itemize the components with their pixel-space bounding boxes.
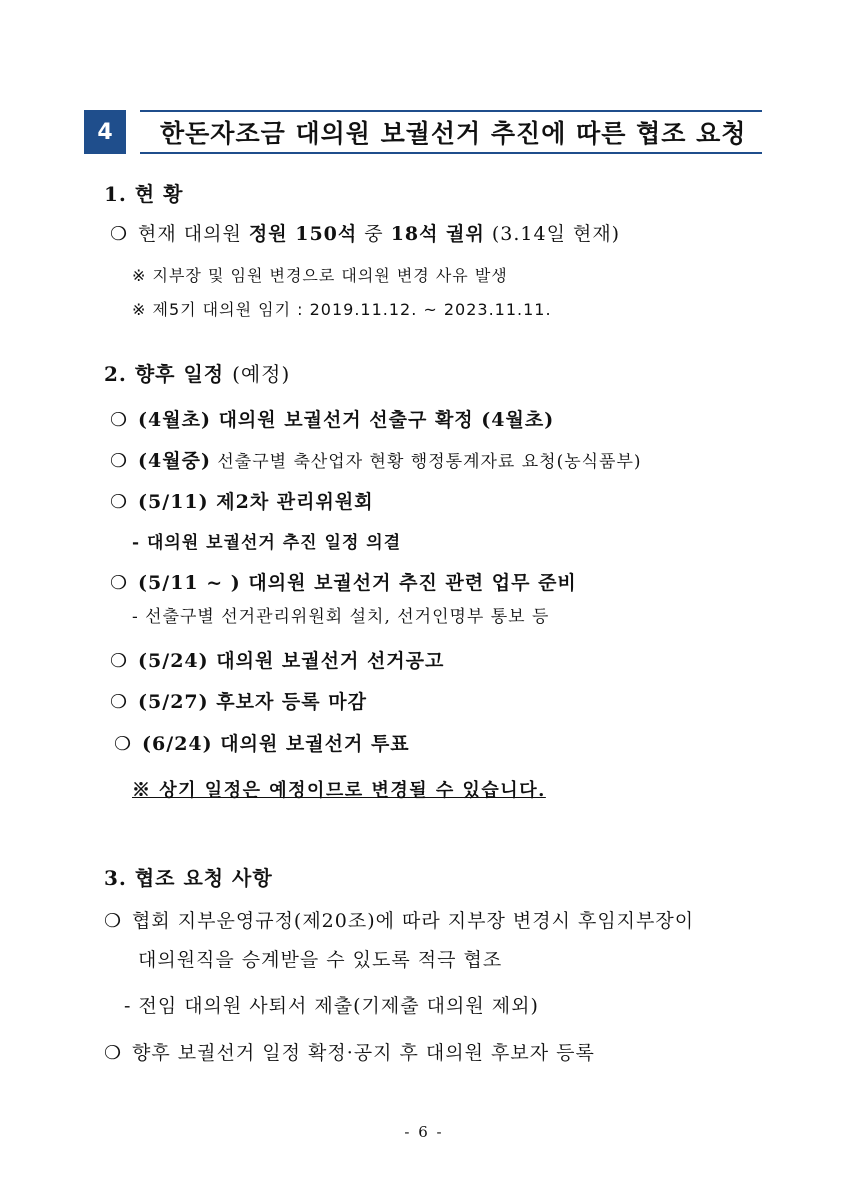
schedule-item — [110, 446, 642, 473]
note-line: ※ 지부장 및 임원 변경으로 대의원 변경 사유 발생 — [132, 266, 508, 285]
circle-bullet-icon: ❍ — [104, 910, 123, 932]
schedule-subitem: - 대의원 보궐선거 추진 일정 의결 — [132, 533, 402, 553]
bullet-text: (3.14일 현재) — [484, 223, 621, 245]
circle-bullet-icon: ❍ — [114, 733, 133, 755]
request-item-continuation: 대의원직을 승계받을 수 있도록 적극 협조 — [138, 949, 503, 971]
schedule-item-bold: (4월중) — [138, 450, 211, 472]
request-item-text: 향후 보궐선거 일정 확정·공지 후 대의원 후보자 등록 — [132, 1042, 595, 1064]
circle-bullet-icon: ❍ — [110, 450, 129, 472]
schedule-item-bold: (6/24) 대의원 보궐선거 투표 — [142, 733, 410, 755]
request-item-text: 협회 지부운영규정(제20조)에 따라 지부장 변경시 후임지부장이 — [132, 910, 695, 932]
schedule-item — [110, 687, 367, 714]
schedule-item-bold: (5/11) 제2차 관리위원회 — [138, 491, 374, 513]
section2-heading-sub: (예정) — [232, 362, 291, 386]
schedule-item — [110, 646, 444, 673]
section2-heading — [104, 358, 290, 387]
schedule-item — [110, 568, 577, 595]
schedule-item — [110, 487, 374, 514]
note-line: ※ 제5기 대의원 임기 : 2019.11.12. ~ 2023.11.11. — [132, 300, 552, 319]
page-title: 한돈자조금 대의원 보궐선거 추진에 따른 협조 요청 — [160, 119, 747, 148]
schedule-item-bold: (5/27) 후보자 등록 마감 — [138, 691, 367, 713]
circle-bullet-icon: ❍ — [110, 409, 129, 431]
request-item — [104, 1038, 595, 1065]
schedule-item-bold: (5/11 ~ ) 대의원 보궐선거 추진 관련 업무 준비 — [138, 572, 577, 594]
title-top-rule — [140, 110, 762, 112]
title-bottom-rule — [140, 152, 762, 154]
page-number: - 6 - — [404, 1123, 444, 1141]
request-item — [104, 906, 694, 933]
section3-heading: 3. 협조 요청 사항 — [104, 866, 273, 890]
circle-bullet-icon: ❍ — [110, 650, 129, 672]
circle-bullet-icon: ❍ — [110, 223, 129, 245]
bullet-text: 현재 대의원 — [138, 223, 249, 245]
circle-bullet-icon: ❍ — [110, 691, 129, 713]
circle-bullet-icon: ❍ — [104, 1042, 123, 1064]
schedule-item — [114, 729, 410, 756]
bullet-bold-text: 정원 150석 — [248, 223, 358, 245]
schedule-item-text: 선출구별 축산업자 현황 행정통계자료 요청(농식품부) — [210, 452, 642, 472]
bullet-text: 중 — [357, 223, 391, 245]
schedule-item-bold: (4월초) 대의원 보궐선거 선출구 확정 (4월초) — [138, 409, 555, 431]
request-subitem: - 전임 대의원 사퇴서 제출(기제출 대의원 제외) — [124, 995, 539, 1017]
schedule-subitem: - 선출구별 선거관리위원회 설치, 선거인명부 통보 등 — [132, 607, 550, 627]
section2-heading-text: 2. 향후 일정 — [104, 362, 225, 386]
bullet-bold-text: 18석 궐위 — [390, 223, 485, 245]
circle-bullet-icon: ❍ — [110, 491, 129, 513]
circle-bullet-icon: ❍ — [110, 572, 129, 594]
schedule-item — [110, 405, 554, 432]
schedule-notice: ※ 상기 일정은 예정이므로 변경될 수 있습니다. — [132, 780, 546, 801]
section1-heading: 1. 현 황 — [104, 182, 184, 206]
section-number-badge: 4 — [84, 110, 126, 154]
section1-bullet — [110, 219, 620, 246]
schedule-item-bold: (5/24) 대의원 보궐선거 선거공고 — [138, 650, 445, 672]
